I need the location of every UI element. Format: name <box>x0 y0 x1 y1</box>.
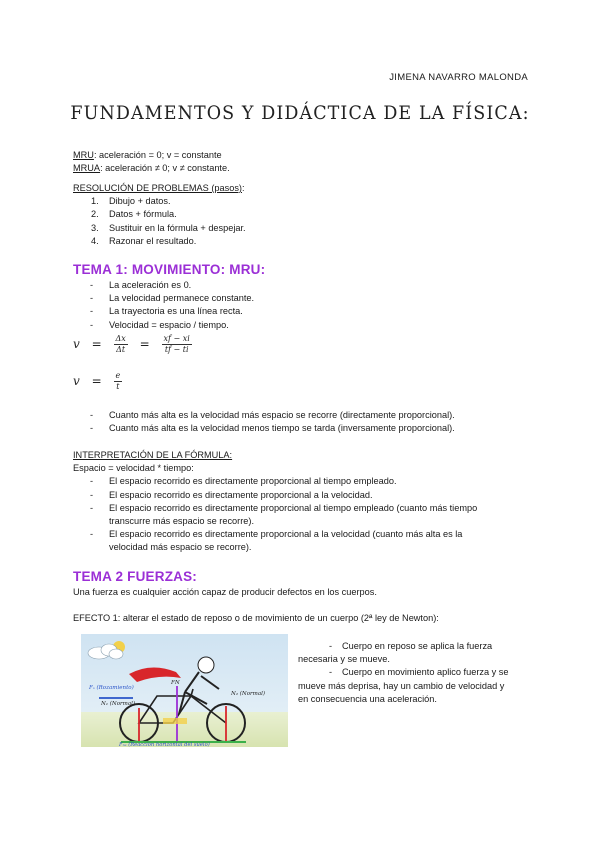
list-item: 2. Datos + fórmula. <box>91 209 177 220</box>
effect1-text: EFECTO 1: alterar el estado de reposo o de movimiento de un cuerpo (2ª ley de Newton): <box>73 613 439 623</box>
interpretation-section <box>73 449 477 555</box>
definitions <box>73 149 230 175</box>
label-friction: Fₓ (Rozamiento) <box>89 685 134 691</box>
list-item: - El espacio recorrido es directamente proporcional al tiempo empleado. <box>73 475 477 488</box>
problem-solving-section <box>73 182 246 248</box>
interpretation-bullets <box>73 475 477 554</box>
list-item: - Velocidad = espacio / tiempo. <box>73 319 254 332</box>
list-item: - Cuerpo en reposo se aplica la fuerza necesaria y se mueve. <box>298 641 493 665</box>
tema1-bullets <box>73 279 254 332</box>
mru-definition <box>73 149 230 162</box>
effect1-side-bullets <box>298 640 538 706</box>
fraction-space-time: $\frac{e}{t}$ <box>115 371 121 391</box>
interpretation-heading: INTERPRETACIÓN DE LA FÓRMULA: <box>73 450 233 460</box>
velocity-formula-2: v = $\frac{e}{t}$ <box>73 371 121 391</box>
mrua-text: : aceleración ≠ 0; v ≠ constante. <box>100 163 230 174</box>
label-ground-reaction: Fₙₓ (Reacción horizontal del suelo) <box>119 742 210 747</box>
mru-label: MRU <box>73 150 94 160</box>
fraction-delta: $\frac{\Delta x}{\Delta t}$ <box>115 334 126 354</box>
cyclist-forces-svg <box>81 634 288 747</box>
pedal-highlight <box>163 718 187 724</box>
mru-text: : aceleración = 0; v = constante <box>93 150 222 160</box>
tema1-bullets-2 <box>73 409 455 435</box>
label-normal2: N₂ (Normal) <box>231 691 266 697</box>
interpretation-subtitle: Espacio = velocidad * tiempo: <box>73 463 194 474</box>
tema1-heading: TEMA 1: MOVIMIENTO: MRU: <box>73 262 266 277</box>
fraction-positions: $\frac{xf - xi}{tf - ti}$ <box>163 334 190 354</box>
list-item: - El espacio recorrido es directamente proporcional al tiempo empleado (cuanto más tiempo transcurre más espacio se recorre). <box>73 502 477 528</box>
list-item: - La trayectoria es una línea recta. <box>73 305 254 318</box>
list-item: - El espacio recorrido es directamente proporcional a la velocidad (cuanto más alta es la velocidad más espacio se recorre). <box>73 528 477 554</box>
list-item: - Cuerpo en movimiento aplico fuerza y se mueve más deprisa, hay un cambio de velocidad y en consecuencia una aceleración. <box>298 667 509 704</box>
list-item: 4. Razonar el resultado. <box>91 235 197 246</box>
list-item: 3. Sustituir en la fórmula + despejar. <box>91 222 246 233</box>
list-item: - Cuanto más alta es la velocidad menos tiempo se tarda (inversamente proporcional). <box>73 422 455 435</box>
page-title: FUNDAMENTOS Y DIDÁCTICA DE LA FÍSICA: <box>70 102 530 124</box>
velocity-formula-1: v = $\frac{\Delta x}{\Delta t}$ = $\frac{xf - xi}{tf - ti}$ <box>73 334 190 354</box>
rider-head <box>198 657 214 673</box>
list-item: - Cuanto más alta es la velocidad más espacio se recorre (directamente proporcional). <box>73 409 455 422</box>
author-name: JIMENA NAVARRO MALONDA <box>389 72 528 83</box>
tema2-intro: Una fuerza es cualquier acción capaz de producir defectos en los cuerpos. <box>73 587 377 597</box>
tema2-heading: TEMA 2 FUERZAS: <box>73 569 197 584</box>
problem-solving-steps <box>73 195 246 248</box>
mrua-label: MRUA <box>73 163 101 174</box>
label-normal1: N₁ (Normal) <box>101 701 136 707</box>
list-item: - La aceleración es 0. <box>73 279 254 292</box>
list-item: - El espacio recorrido es directamente proporcional a la velocidad. <box>73 489 477 502</box>
list-item: - La velocidad permanece constante. <box>73 292 254 305</box>
label-fn: FN <box>171 680 180 686</box>
list-item: 1. Dibujo + datos. <box>91 196 171 207</box>
cyclist-forces-illustration <box>81 634 288 747</box>
problem-solving-heading: RESOLUCIÓN DE PROBLEMAS (pasos): <box>73 183 245 193</box>
mrua-definition <box>73 162 230 175</box>
